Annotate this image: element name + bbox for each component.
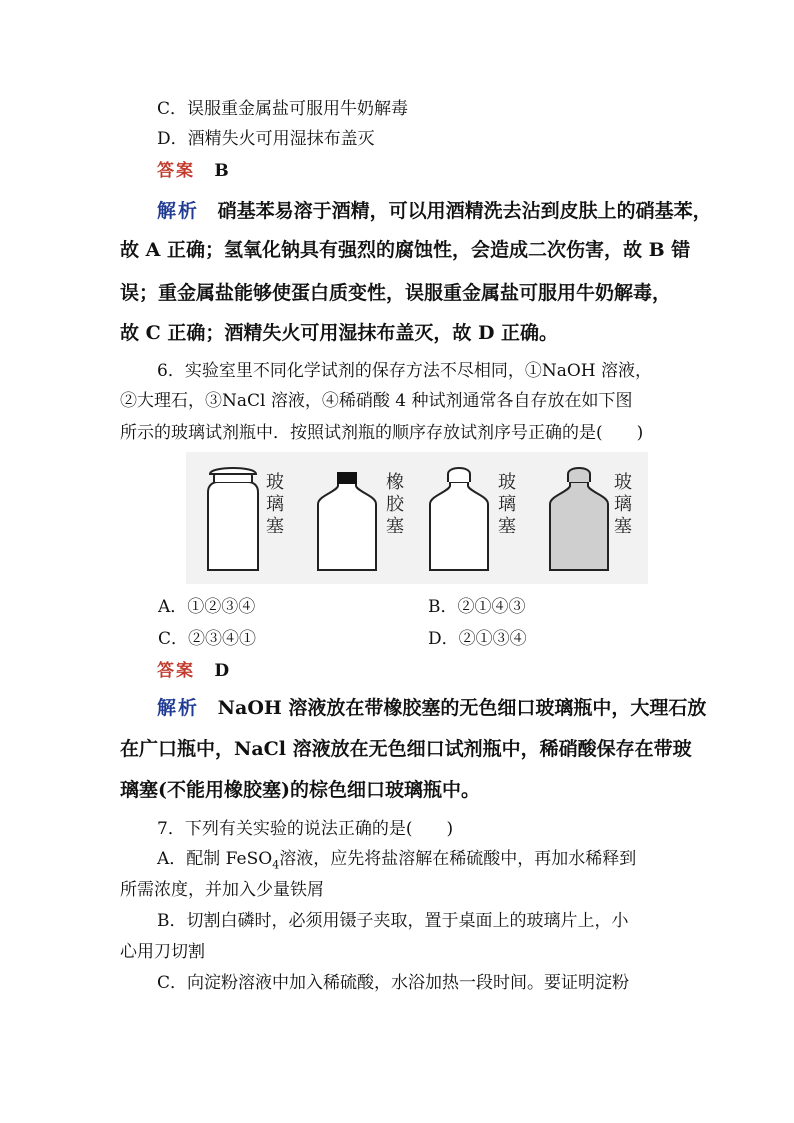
q5-explanation-line-3: 误；重金属盐能够使蛋白质变性，误服重金属盐可服用牛奶解毒，: [120, 282, 672, 304]
bottle-2-narrow-mouth: [318, 472, 376, 570]
bottle-1-label: 玻 璃 塞: [266, 472, 284, 537]
q6-stem-line-3: 所示的玻璃试剂瓶中．按照试剂瓶的顺序存放试剂序号正确的是( ): [120, 423, 644, 443]
q6-stem-line-1: 6．实验室里不同化学试剂的保存方法不尽相同，①NaOH 溶液，: [157, 361, 652, 381]
bottle-2-label: 橡 胶 塞: [386, 472, 404, 537]
q6-answer: [157, 660, 229, 682]
answer-value: D: [214, 661, 230, 681]
bottle-3-label: 玻 璃 塞: [498, 472, 516, 537]
q6-explanation-line-3: 璃塞(不能用橡胶塞)的棕色细口玻璃瓶中。: [120, 779, 480, 801]
q5-answer: [157, 160, 229, 182]
q5-option-c: C．误服重金属盐可服用牛奶解毒: [157, 99, 409, 119]
bottle-4-brown-narrow-mouth: [550, 468, 608, 570]
q6-explanation-line-2: 在广口瓶中，NaCl 溶液放在无色细口试剂瓶中，稀硝酸保存在带玻: [120, 738, 692, 760]
bottles-drawing: [186, 452, 648, 584]
explanation-label: 解析: [157, 200, 200, 222]
q5-explanation-line-4: 故 C 正确；酒精失火可用湿抹布盖灭，故 D 正确。: [120, 322, 559, 344]
explanation-label: 解析: [157, 697, 200, 719]
q5-explanation-line-1: 解析 硝基苯易溶于酒精，可以用酒精洗去沾到皮肤上的硝基苯，: [157, 200, 712, 222]
q6-option-d: D．②①③④: [428, 629, 527, 649]
q6-explanation-line-1: 解析 NaOH 溶液放在带橡胶塞的无色细口玻璃瓶中，大理石放: [157, 697, 707, 719]
q7-option-c-line-1: C．向淀粉溶液中加入稀硫酸，水浴加热一段时间。要证明淀粉: [157, 973, 630, 993]
q6-option-c: C．②③④①: [158, 629, 257, 649]
q6-option-a: A．①②③④: [158, 597, 256, 617]
q7-stem: 7．下列有关实验的说法正确的是( ): [157, 819, 454, 839]
q7-option-b-line-1: B．切割白磷时，必须用镊子夹取，置于桌面上的玻璃片上，小: [157, 911, 629, 931]
q6-option-b: B．②①④③: [428, 597, 526, 617]
answer-value: B: [214, 161, 229, 181]
answer-label: 答案: [157, 661, 195, 681]
q7-option-a-line-1: A．配制 FeSO$_4$溶液，应先将盐溶解在稀硫酸中，再加水稀释到: [157, 849, 637, 872]
q7-option-a-line-2: 所需浓度，并加入少量铁屑: [120, 880, 324, 900]
q6-stem-line-2: ②大理石，③NaCl 溶液，④稀硝酸 4 种试剂通常各自存放在如下图: [120, 391, 633, 411]
q5-explanation-line-2: 故 A 正确；氢氧化钠具有强烈的腐蚀性，会造成二次伤害，故 B 错: [120, 239, 691, 261]
rubber-stopper: [337, 472, 357, 484]
q7-option-b-line-2: 心用刀切割: [120, 942, 205, 962]
answer-label: 答案: [157, 161, 195, 181]
bottle-1-wide-mouth: [208, 468, 258, 570]
reagent-bottles-figure: [186, 452, 648, 584]
bottle-3-narrow-mouth: [430, 468, 488, 570]
q5-option-d: D．酒精失火可用湿抹布盖灭: [157, 129, 375, 149]
bottle-4-label: 玻 璃 塞: [614, 472, 632, 537]
